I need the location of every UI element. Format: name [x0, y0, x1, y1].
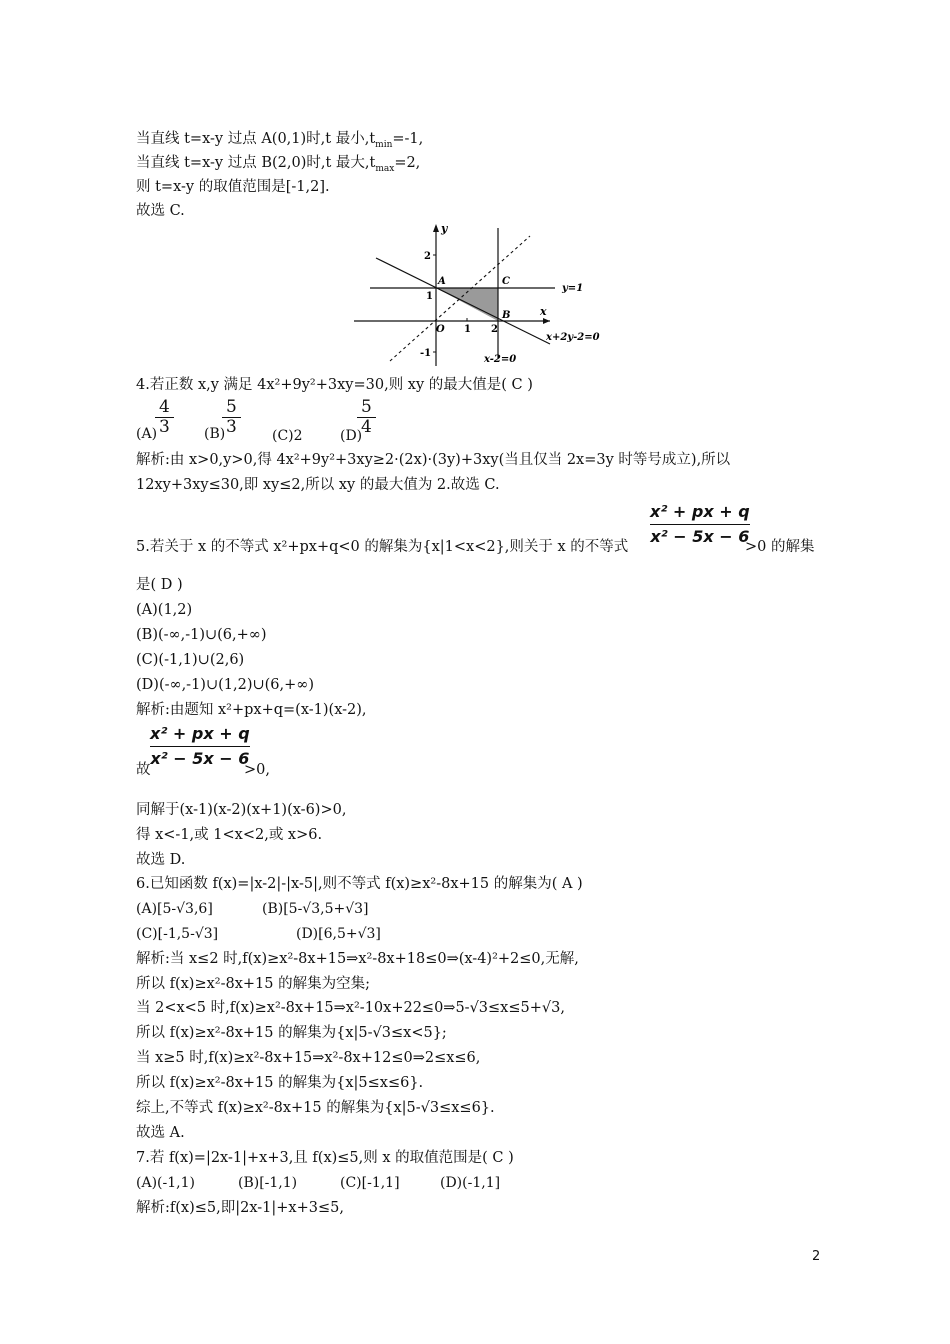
numerator: 5	[361, 397, 372, 417]
text: 当直线 t=x-y 过点 B(2,0)时,t 最大,t	[136, 155, 376, 171]
q4-option-b-fraction	[222, 399, 241, 436]
q7-stem: 7.若 f(x)=|2x-1|+x+3,且 f(x)≤5,则 x 的取值范围是( C )	[136, 1150, 514, 1166]
line-x-plus-2y	[376, 258, 550, 344]
line-y1-label: y=1	[562, 283, 584, 294]
q5-solution-line-5: 故选 D.	[136, 852, 186, 868]
q5-solution-fraction	[150, 724, 250, 769]
denominator: x² − 5x − 6	[650, 527, 750, 546]
subscript: max	[375, 163, 395, 174]
q5-solution-suffix: >0,	[244, 762, 270, 778]
numerator: 4	[159, 397, 170, 417]
q6-solution-line-5: 当 x≥5 时,f(x)≥x²-8x+15⇒x²-8x+12≤0⇒2≤x≤6,	[136, 1050, 481, 1066]
x-axis-label: x	[540, 305, 547, 318]
solution-line-4: 故选 C.	[136, 203, 185, 219]
q6-solution-line-4: 所以 f(x)≥x²-8x+15 的解集为{x|5-√3≤x<5};	[136, 1025, 447, 1041]
x-tick-2: 2	[491, 324, 498, 335]
numerator: x² + px + q	[150, 724, 250, 743]
region-figure	[350, 218, 620, 368]
q4-solution-line-1: 解析:由 x>0,y>0,得 4x²+9y²+3xy≥2·(2x)·(3y)+3xy(当且仅当 2x=3y 时等号成立),所以	[136, 452, 731, 468]
q6-option-a: (A)[5-√3,6]	[136, 901, 213, 917]
q6-option-c: (C)[-1,5-√3]	[136, 926, 219, 942]
q4-stem: 4.若正数 x,y 满足 4x²+9y²+3xy=30,则 xy 的最大值是( C )	[136, 377, 533, 393]
q7-solution-line-1: 解析:f(x)≤5,即|2x-1|+x+3≤5,	[136, 1200, 344, 1216]
denominator: x² − 5x − 6	[150, 749, 250, 768]
q5-stem-fraction	[650, 502, 750, 547]
q6-solution-line-3: 当 2<x<5 时,f(x)≥x²-8x+15⇒x²-10x+22≤0⇒5-√3≤x≤5+√3,	[136, 1000, 565, 1016]
q6-solution-line-1: 解析:当 x≤2 时,f(x)≥x²-8x+15⇒x²-8x+18≤0⇒(x-4)²+2≤0,无解,	[136, 951, 579, 967]
tick-label-2: 2	[424, 251, 431, 262]
q6-option-d: (D)[6,5+√3]	[296, 926, 381, 942]
q5-option-b: (B)(-∞,-1)∪(6,+∞)	[136, 627, 267, 643]
q4-option-b-label: (B)	[204, 426, 226, 442]
q5-option-a: (A)(1,2)	[136, 602, 193, 618]
tick-label-neg1: -1	[420, 348, 432, 359]
text: 当直线 t=x-y 过点 A(0,1)时,t 最小,t	[136, 131, 376, 147]
solution-line-3: 则 t=x-y 的取值范围是[-1,2].	[136, 179, 330, 195]
q4-option-c: (C)2	[272, 428, 303, 444]
q4-solution-line-2: 12xy+3xy≤30,即 xy≤2,所以 xy 的最大值为 2.故选 C.	[136, 477, 500, 493]
q5-solution-prefix: 故	[136, 762, 151, 778]
solution-line-2	[136, 153, 420, 179]
q6-solution-line-6: 所以 f(x)≥x²-8x+15 的解集为{x|5≤x≤6}.	[136, 1075, 424, 1091]
q6-stem: 6.已知函数 f(x)=|x-2|-|x-5|,则不等式 f(x)≥x²-8x+15 的解集为( A )	[136, 876, 583, 892]
text: =2,	[394, 155, 421, 171]
point-a-label: A	[438, 276, 446, 287]
tick-label-1: 1	[426, 291, 433, 302]
q5-option-c: (C)(-1,1)∪(2,6)	[136, 652, 245, 668]
solution-line-1	[136, 129, 423, 155]
line-main-label: x+2y-2=0	[546, 332, 600, 343]
numerator: 5	[226, 397, 237, 417]
origin-label: O	[436, 324, 445, 335]
q4-option-d-label: (D)	[340, 428, 363, 444]
q6-solution-line-8: 故选 A.	[136, 1125, 185, 1141]
q5-solution-line-4: 得 x<-1,或 1<x<2,或 x>6.	[136, 827, 323, 843]
numerator: x² + px + q	[650, 502, 750, 521]
q6-solution-line-2: 所以 f(x)≥x²-8x+15 的解集为空集;	[136, 976, 371, 992]
subscript: min	[375, 139, 393, 150]
q5-stem-line-2: 是( D )	[136, 577, 183, 593]
q5-solution-line-1: 解析:由题知 x²+px+q=(x-1)(x-2),	[136, 702, 367, 718]
denominator: 3	[226, 417, 237, 437]
q6-option-b: (B)[5-√3,5+√3]	[262, 901, 369, 917]
q4-option-d-fraction	[357, 399, 376, 436]
point-c-label: C	[502, 276, 510, 287]
q4-option-a-fraction	[155, 399, 174, 436]
q5-option-d: (D)(-∞,-1)∪(1,2)∪(6,+∞)	[136, 677, 315, 693]
line-vert-label: x-2=0	[484, 354, 517, 365]
x-tick-1: 1	[464, 324, 471, 335]
denominator: 3	[159, 417, 170, 437]
text: =-1,	[392, 131, 424, 147]
page-number: 2	[812, 1249, 821, 1264]
fraction-bar	[650, 524, 750, 525]
q7-option-a: (A)(-1,1)	[136, 1175, 195, 1191]
y-axis-label: y	[441, 222, 448, 235]
point-b-label: B	[502, 310, 511, 321]
denominator: 4	[361, 417, 372, 437]
q7-option-c: (C)[-1,1]	[340, 1175, 400, 1191]
q5-solution-line-3: 同解于(x-1)(x-2)(x+1)(x-6)>0,	[136, 802, 347, 818]
q7-option-b: (B)[-1,1)	[238, 1175, 298, 1191]
q5-stem-part-a: 5.若关于 x 的不等式 x²+px+q<0 的解集为{x|1<x<2},则关于 x 的不等式	[136, 539, 629, 555]
q7-option-d: (D)(-1,1]	[440, 1175, 501, 1191]
fraction-bar	[150, 746, 250, 747]
q4-option-a-label: (A)	[136, 426, 158, 442]
q6-solution-line-7: 综上,不等式 f(x)≥x²-8x+15 的解集为{x|5-√3≤x≤6}.	[136, 1100, 495, 1116]
q5-stem-part-b: >0 的解集	[745, 539, 815, 555]
